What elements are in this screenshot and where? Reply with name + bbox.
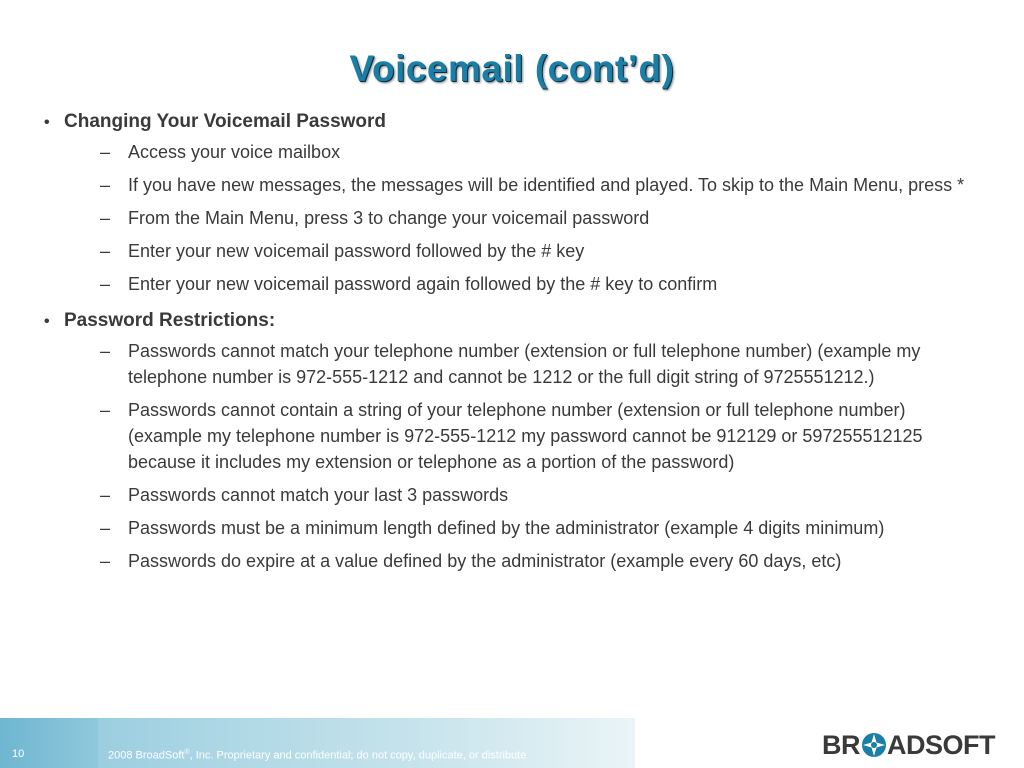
list-item: – Passwords do expire at a value defined by the administrator (example every 60 days, etc): [100, 548, 994, 574]
dash-icon: –: [100, 241, 111, 261]
footer-band-left: [0, 718, 98, 768]
dash-icon: –: [100, 485, 111, 505]
list-item: – From the Main Menu, press 3 to change your voicemail password: [100, 205, 994, 231]
bullet-dot-icon: •: [44, 313, 50, 330]
list-item: – Access your voice mailbox: [100, 139, 994, 165]
list-item: – If you have new messages, the messages will be identified and played. To skip to the Main Menu, press *: [100, 172, 994, 198]
section-heading: Password Restrictions:: [64, 310, 276, 331]
slide-title: Voicemail (cont’d): [349, 48, 675, 89]
list-item: – Passwords must be a minimum length defined by the administrator (example 4 digits minimum): [100, 515, 994, 541]
section-heading: Changing Your Voicemail Password: [64, 111, 387, 132]
dash-icon: –: [100, 518, 111, 538]
sub-list: [44, 338, 994, 574]
list-item: – Passwords cannot match your telephone number (extension or full telephone number) (example my telephone number is 972-555-1212 and cannot be 1212 or the full digit string of 9725551212.): [100, 338, 994, 390]
list-item: – Enter your new voicemail password followed by the # key: [100, 238, 994, 264]
section-password-restrictions: [44, 307, 994, 574]
slide-content: [44, 108, 994, 584]
dash-icon: –: [100, 208, 111, 228]
broadsoft-logo: [822, 730, 995, 760]
list-item: – Passwords cannot contain a string of your telephone number (extension or full telephone number) (example my telephone number is 972-555-1212 my password cannot be 912129 or 597255512125 because it includes my extension or telephone as a portion of the password): [100, 397, 994, 475]
logo-text-part1: BR: [822, 729, 860, 760]
dash-icon: –: [100, 400, 111, 420]
dash-icon: –: [100, 175, 111, 195]
bullet-heading: [44, 307, 994, 336]
bullet-dot-icon: •: [44, 114, 50, 131]
sub-list: [44, 139, 994, 297]
logo-text-part2: ADSOFT: [887, 729, 995, 760]
bullet-heading: [44, 108, 994, 137]
star-logo-icon: [861, 732, 887, 758]
copyright-notice: 2008 BroadSoft®, Inc. Proprietary and confidential; do not copy, duplicate, or distribute: [108, 749, 527, 762]
dash-icon: –: [100, 274, 111, 294]
slide-footer: [0, 718, 1024, 768]
dash-icon: –: [100, 341, 111, 361]
dash-icon: –: [100, 551, 111, 571]
section-changing-password: [44, 108, 994, 297]
list-item: – Enter your new voicemail password again followed by the # key to confirm: [100, 271, 994, 297]
page-number: 10: [12, 748, 25, 760]
list-item: – Passwords cannot match your last 3 passwords: [100, 482, 994, 508]
dash-icon: –: [100, 142, 111, 162]
